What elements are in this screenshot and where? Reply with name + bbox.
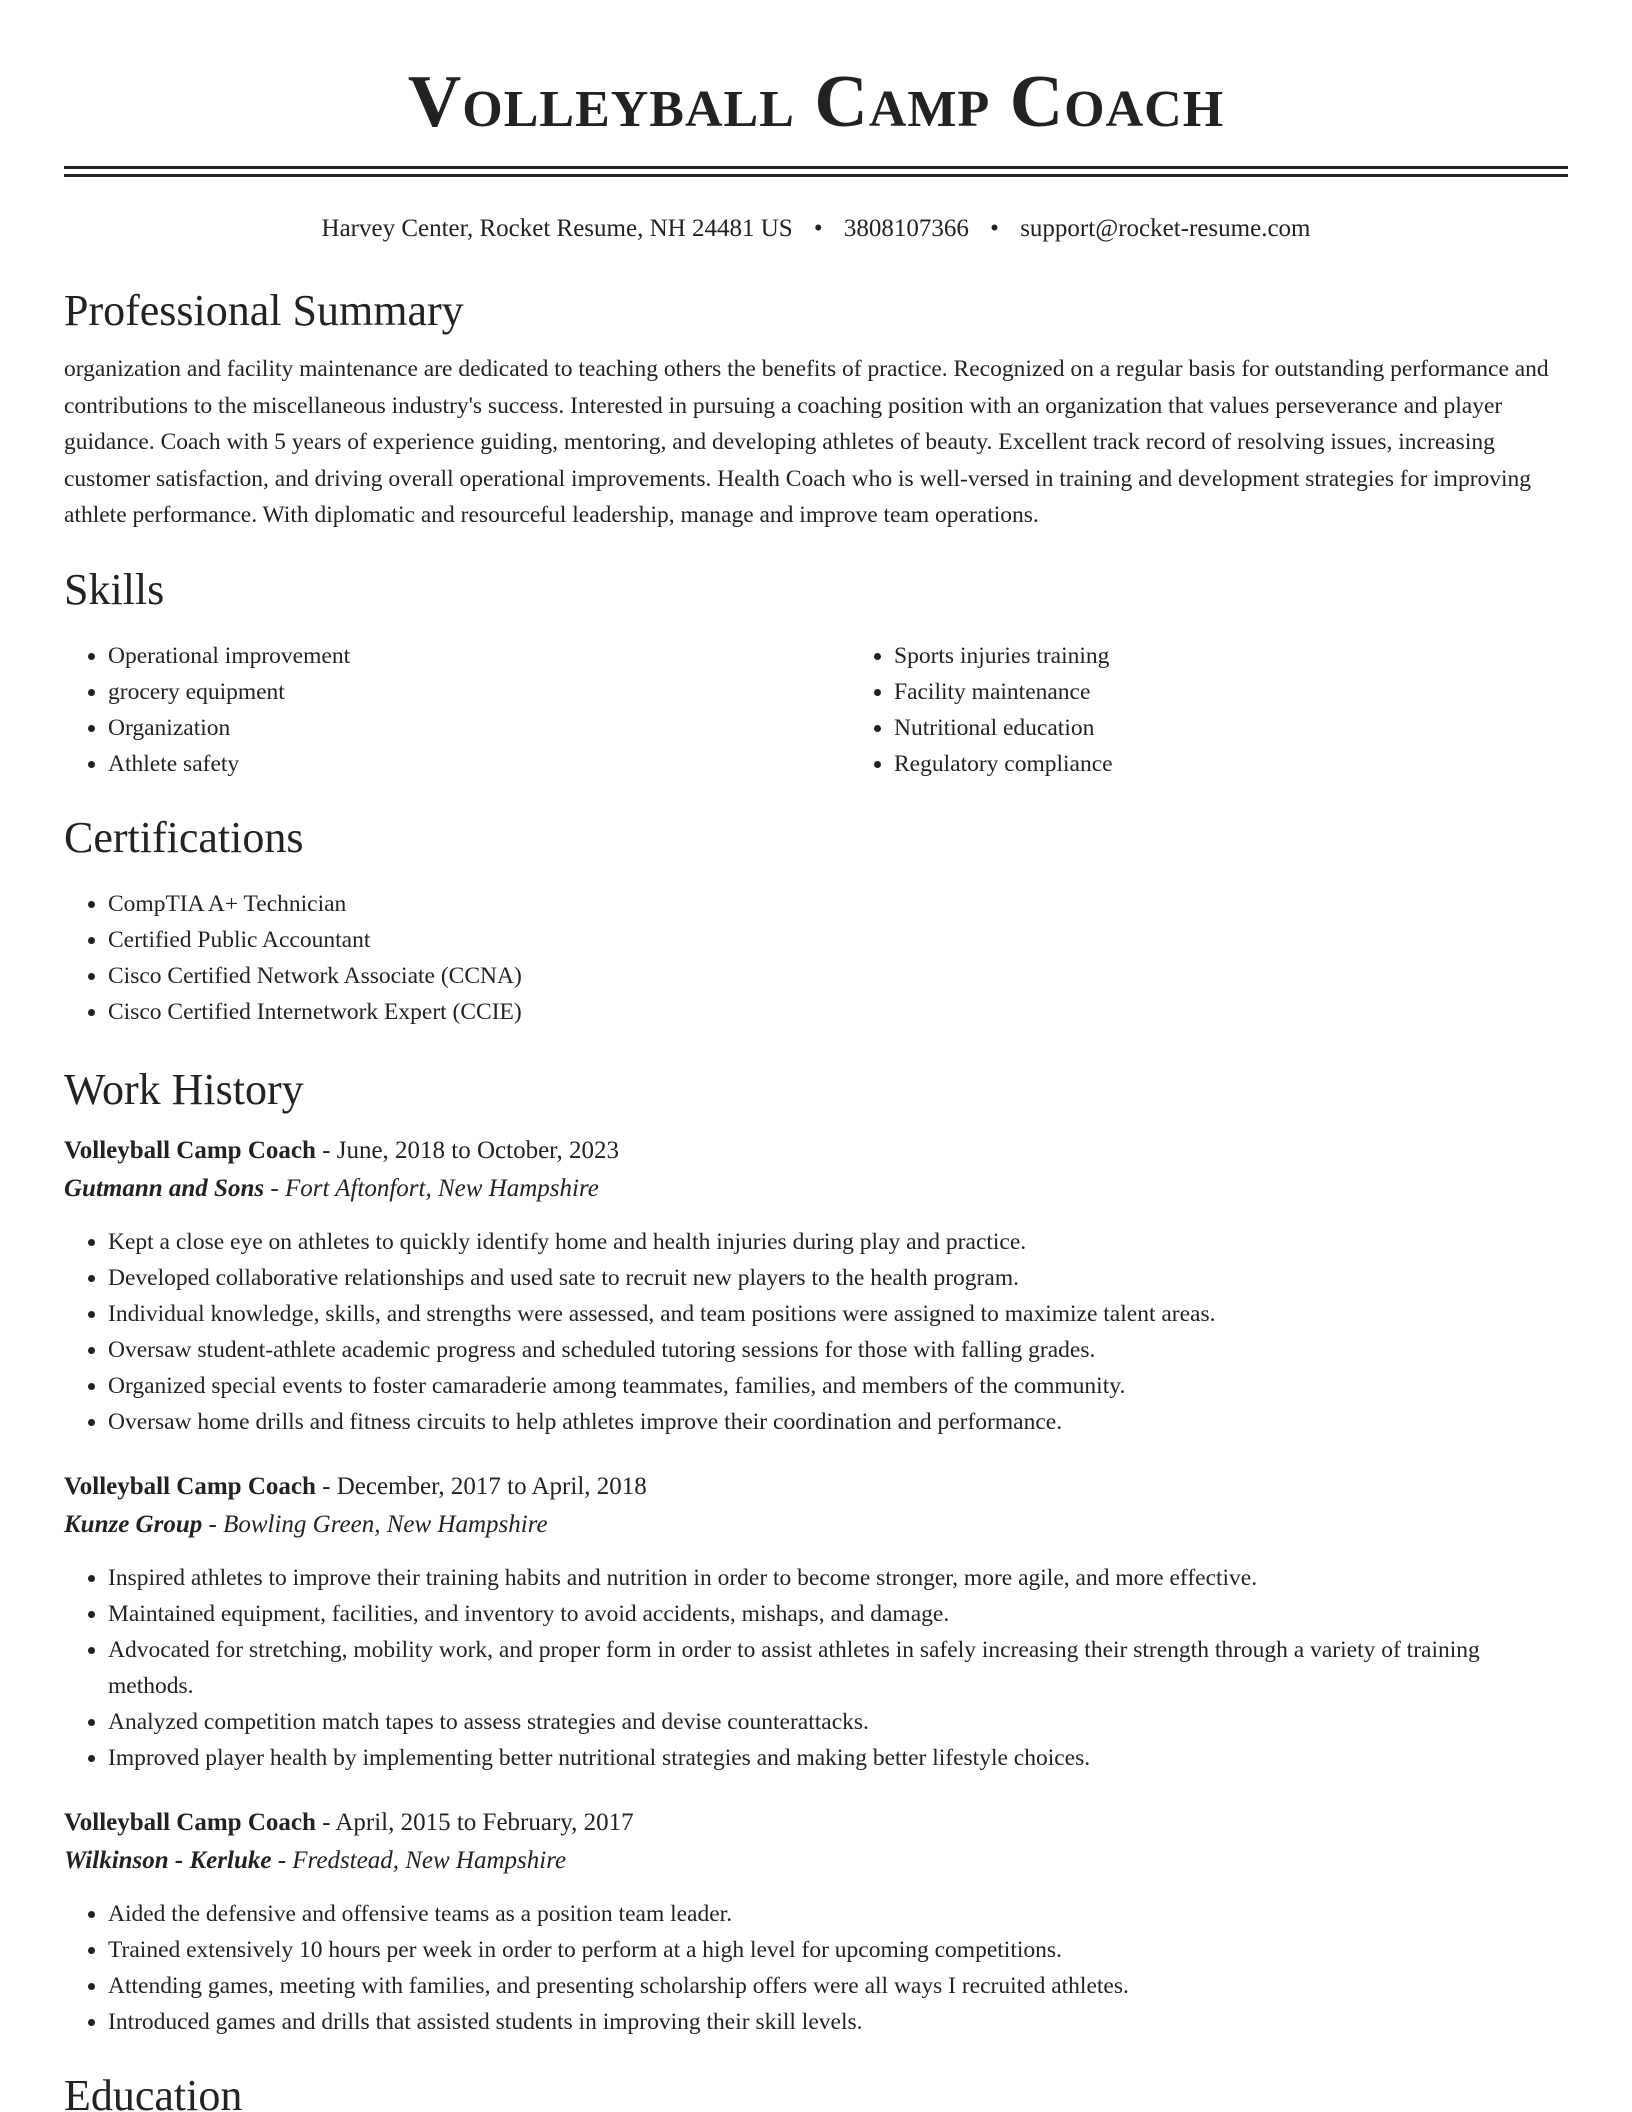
job-dates: December, 2017 to April, 2018 [336, 1472, 647, 1500]
job-bullet: • Oversaw home drills and fitness circuits to help athletes improve their coordination and performance. [108, 1404, 1568, 1440]
job-bullet: • Kept a close eye on athletes to quickly identify home and health injuries during play and practice. [108, 1224, 1568, 1260]
job-bullet: • Maintained equipment, facilities, and inventory to avoid accidents, mishaps, and damage. [108, 1596, 1568, 1632]
job-bullet: • Oversaw student-athlete academic progress and scheduled tutoring sessions for those with falling grades. [108, 1332, 1568, 1368]
job-bullet: • Advocated for stretching, mobility work, and proper form in order to assist athletes in safely increasing their strength through a variety of training methods. [108, 1632, 1568, 1704]
job-bullet: • Individual knowledge, skills, and strengths were assessed, and team positions were assigned to maximize talent areas. [108, 1296, 1568, 1332]
skill-item: • Facility maintenance [894, 674, 1632, 710]
job-bullets [64, 1224, 1568, 1440]
job-role: Volleyball Camp Coach [64, 1136, 316, 1164]
skill-item: • Nutritional education [894, 710, 1632, 746]
job-bullets [64, 1560, 1568, 1776]
certifications-heading: Certifications [64, 812, 304, 862]
skill-item: • grocery equipment [108, 674, 850, 710]
job-bullet: • Introduced games and drills that assisted students in improving their skill levels. [108, 2004, 1568, 2040]
job-employer-line: Wilkinson - Kerluke - Fredstead, New Hampshire [64, 1846, 567, 1874]
skill-item: • Sports injuries training [894, 638, 1632, 674]
certification-item: • Cisco Certified Network Associate (CCNA) [108, 958, 1568, 994]
skill-item: • Athlete safety [108, 746, 850, 782]
contact-address: Harvey Center, Rocket Resume, NH 24481 US [321, 215, 793, 242]
job-location: Fort Aftonfort, New Hampshire [284, 1174, 599, 1202]
job-entry [64, 1468, 1568, 1776]
job-bullet: • Aided the defensive and offensive teams as a position team leader. [108, 1896, 1568, 1932]
job-employer: Gutmann and Sons [64, 1174, 265, 1202]
job-header: Volleyball Camp Coach - June, 2018 to October, 2023 [64, 1136, 620, 1164]
work-history-heading: Work History [64, 1064, 304, 1114]
skill-item: • Regulatory compliance [894, 746, 1632, 782]
resume-title: Volleyball Camp Coach [407, 61, 1225, 143]
job-employer-line: Gutmann and Sons - Fort Aftonfort, New Hampshire [64, 1174, 599, 1202]
education-heading: Education [64, 2070, 243, 2112]
certification-item: • CompTIA A+ Technician [108, 886, 1568, 922]
skill-item: • Organization [108, 710, 850, 746]
job-bullet: • Attending games, meeting with families, and presenting scholarship offers were all ways I recruited athletes. [108, 1968, 1568, 2004]
job-bullets [64, 1896, 1568, 2040]
job-dates: June, 2018 to October, 2023 [336, 1136, 620, 1164]
job-bullet: • Organized special events to foster camaraderie among teammates, families, and members of the community. [108, 1368, 1568, 1404]
contact-phone: 3808107366 [843, 215, 969, 242]
job-employer: Kunze Group [64, 1510, 203, 1538]
skills-list-right [850, 638, 1632, 782]
work-history-list [64, 1132, 1568, 2040]
certification-item: • Certified Public Accountant [108, 922, 1568, 958]
job-bullet: • Trained extensively 10 hours per week in order to perform at a high level for upcoming competitions. [108, 1932, 1568, 1968]
job-bullet: • Developed collaborative relationships and used sate to recruit new players to the health program. [108, 1260, 1568, 1296]
contact-email: support@rocket-resume.com [1020, 215, 1311, 242]
skills-columns [64, 638, 1568, 782]
certification-item: • Cisco Certified Internetwork Expert (CCIE) [108, 994, 1568, 1030]
title-divider [64, 166, 1568, 177]
resume-content [64, 56, 1568, 2112]
job-location: Bowling Green, New Hampshire [223, 1510, 548, 1538]
contact-separator: • [990, 215, 999, 242]
summary-text: organization and facility maintenance are dedicated to teaching others the benefits of practice. Recognized on a regular basis for outstanding performance and contributions to the miscellaneous industry's success. Interested in pursuing a coaching position with an organization that values perseverance and player guidance. Coach with 5 years of experience guiding, mentoring, and developing athletes of beauty. Excellent track record of resolving issues, increasing customer satisfaction, and driving overall operational improvements. Health Coach who is well-versed in training and development strategies for improving athlete performance. With diplomatic and resourceful leadership, manage and improve team operations. [64, 356, 1549, 528]
job-role: Volleyball Camp Coach [64, 1472, 316, 1500]
job-location: Fredstead, New Hampshire [292, 1846, 567, 1874]
skills-list-left [64, 638, 850, 782]
contact-separator: • [813, 215, 823, 242]
skills-heading: Skills [64, 564, 165, 614]
contact-line [64, 213, 1568, 245]
job-bullet: • Inspired athletes to improve their training habits and nutrition in order to become stronger, more agile, and more effective. [108, 1560, 1568, 1596]
job-header: Volleyball Camp Coach - April, 2015 to February, 2017 [64, 1808, 634, 1836]
job-entry [64, 1132, 1568, 1440]
job-dates: April, 2015 to February, 2017 [335, 1808, 634, 1836]
job-bullet: • Analyzed competition match tapes to assess strategies and devise counterattacks. [108, 1704, 1568, 1740]
job-employer: Wilkinson - Kerluke [64, 1846, 272, 1874]
certifications-list [64, 886, 1568, 1030]
job-header: Volleyball Camp Coach - December, 2017 to April, 2018 [64, 1472, 647, 1500]
job-entry [64, 1804, 1568, 2040]
job-role: Volleyball Camp Coach [64, 1808, 316, 1836]
skill-item: • Operational improvement [108, 638, 850, 674]
job-employer-line: Kunze Group - Bowling Green, New Hampshire [64, 1510, 548, 1538]
summary-heading: Professional Summary [64, 286, 464, 335]
job-bullet: • Improved player health by implementing better nutritional strategies and making better lifestyle choices. [108, 1740, 1568, 1776]
